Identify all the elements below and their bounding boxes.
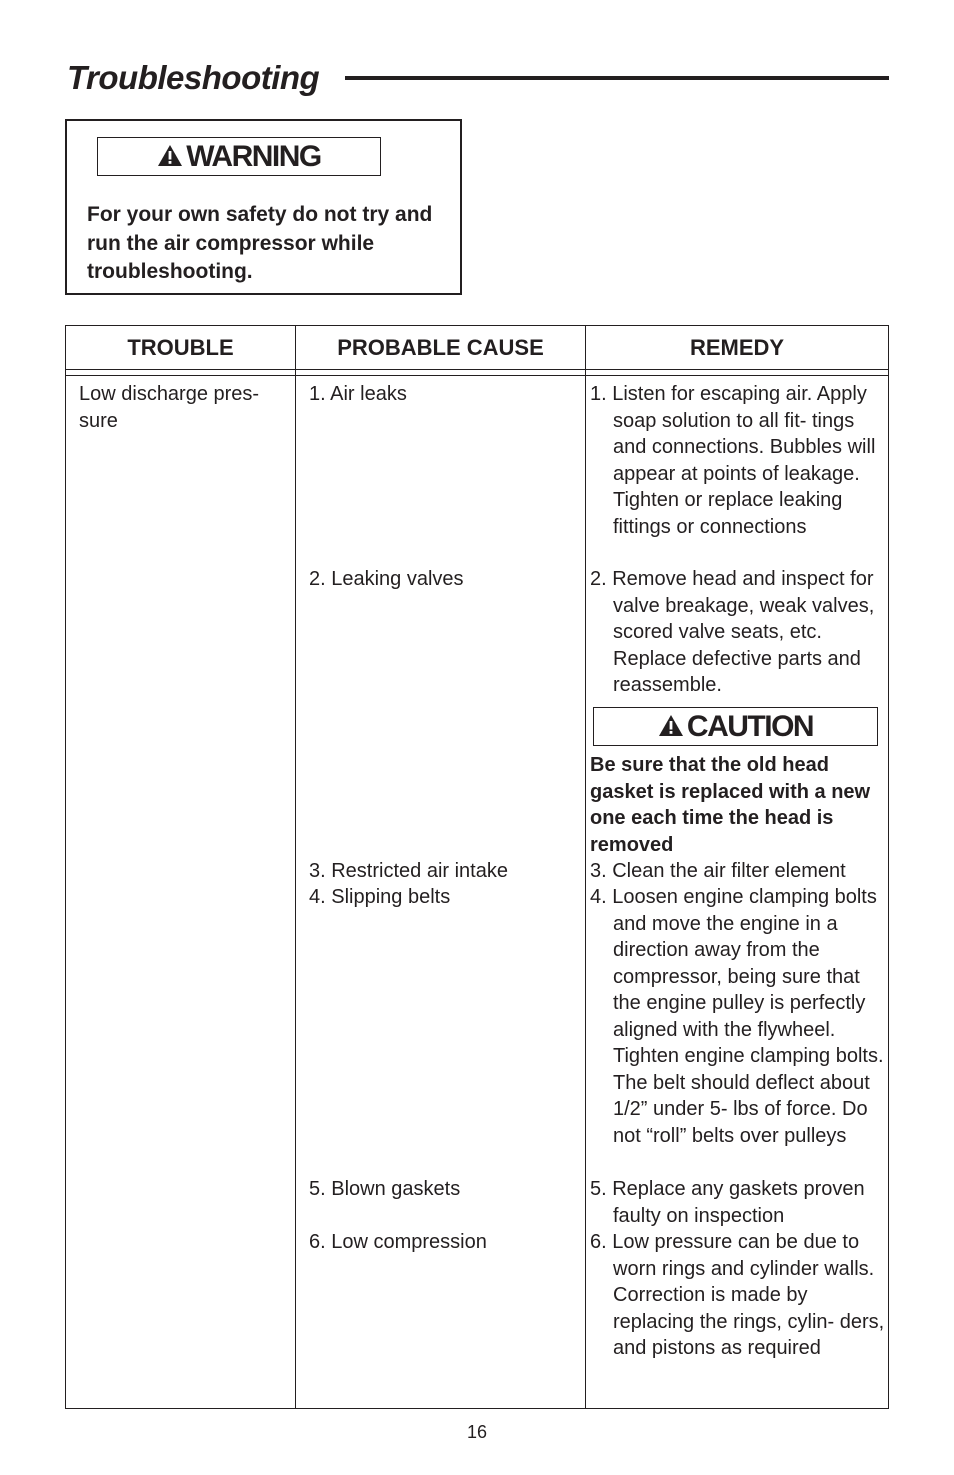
header-trouble: TROUBLE <box>127 335 234 360</box>
trouble-cell: Low discharge pres- sure <box>79 383 260 432</box>
alert-triangle-icon <box>157 144 183 167</box>
remedy-item: 4. Loosen engine clamping bolts and move the engine in a direction away from the compressor, being sure that the engine pulley is perfectly aligned with the flywheel. Tighten engine clamping bolts. The belt should deflect about 1/2” under 5- lbs of force. Do not “roll” belts over pulleys <box>590 886 884 1147</box>
header-rule <box>65 369 889 370</box>
header-probable-cause: PROBABLE CAUSE <box>337 335 544 360</box>
alert-triangle-icon <box>658 714 684 737</box>
cause-item: 4. Slipping belts <box>309 886 451 908</box>
cause-item: 2. Leaking valves <box>309 568 464 590</box>
warning-box <box>65 119 462 295</box>
caution-label <box>593 707 878 746</box>
warning-signal-word: WARNING <box>186 139 321 173</box>
cause-item: 3. Restricted air intake <box>309 860 508 882</box>
remedy-item: 5. Replace any gaskets proven faulty on inspection <box>590 1178 865 1227</box>
remedy-item: 1. Listen for escaping air. Apply soap solution to all fit- tings and connections. Bubbles will appear at points of leakage. Tighten or replace leaking fittings or connections <box>590 383 876 538</box>
caution-signal-word: CAUTION <box>686 709 814 743</box>
page-number: 16 <box>466 1422 488 1442</box>
remedy-item: 3. Clean the air filter element <box>590 860 846 882</box>
cause-item: 6. Low compression <box>309 1231 487 1253</box>
page-title: Troubleshooting <box>67 59 320 96</box>
title-rule <box>345 76 889 80</box>
remedy-item: 6. Low pressure can be due to worn rings and cylinder walls. Correction is made by replacing the rings, cylin- ders, and pistons as required <box>590 1231 885 1359</box>
warning-label <box>97 137 381 176</box>
cause-item: 5. Blown gaskets <box>309 1178 461 1200</box>
cause-item: 1. Air leaks <box>309 383 407 405</box>
warning-text: For your own safety do not try and run the air compressor while troubleshooting. <box>87 203 433 283</box>
column-divider <box>295 325 296 1409</box>
remedy-item: 2. Remove head and inspect for valve breakage, weak valves, scored valve seats, etc. Replace defective parts and reassemble. <box>590 568 875 696</box>
title-row <box>67 56 889 100</box>
header-rule <box>65 375 889 376</box>
header-remedy: REMEDY <box>689 335 785 360</box>
caution-text: Be sure that the old head gasket is replaced with a new one each time the head is removed <box>590 754 871 856</box>
column-divider <box>585 325 586 1409</box>
